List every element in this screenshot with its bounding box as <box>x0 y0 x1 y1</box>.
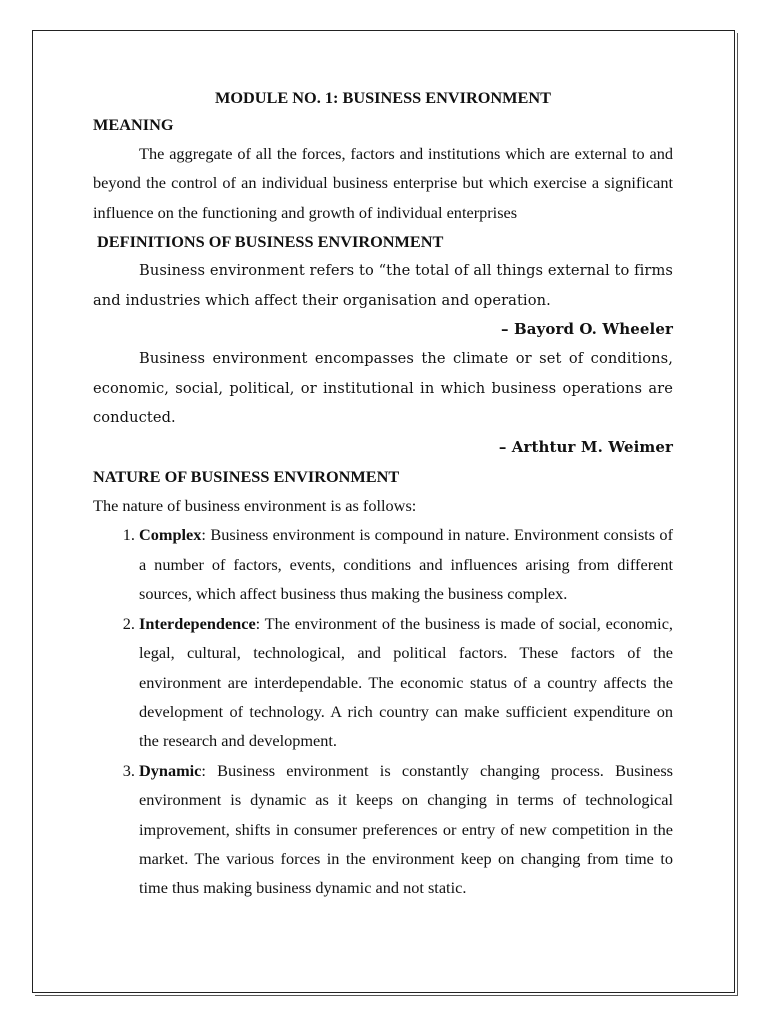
definition-2-author: – Arthtur M. Weimer <box>498 437 673 456</box>
meaning-paragraph: The aggregate of all the forces, factors and institutions which are external to and beyond the control of an individual business enterprise but which exercise a significant influence on the functioning and growth of individual enterprises <box>93 144 673 222</box>
list-item-term: Dynamic <box>139 760 202 780</box>
list-item-term: Interdependence <box>139 613 256 633</box>
list-item-text: : The environment of the business is made of social, economic, legal, cultural, technological, and political factors. These factors of the environment are interdependable. The economic status of a country affects the development of technology. A rich country can make sufficient expenditure on the research and development. <box>139 613 673 751</box>
list-item-text: : Business environment is compound in nature. Environment consists of a number of factors, events, conditions and influences arising from different sources, which affect business thus making the business complex. <box>139 525 673 604</box>
list-item-term: Complex <box>139 525 202 545</box>
document-body <box>93 86 673 903</box>
list-item <box>139 609 673 756</box>
definitions-heading: DEFINITIONS OF BUSINESS ENVIRONMENT <box>97 232 444 252</box>
definition-2-text: Business environment encompasses the climate or set of conditions, economic, social, political, or institutional in which business operations are conducted. <box>93 350 673 427</box>
nature-list <box>93 520 673 902</box>
meaning-heading: MEANING <box>93 115 174 134</box>
module-title: MODULE NO. 1: BUSINESS ENVIRONMENT <box>214 88 552 107</box>
nature-intro: The nature of business environment is as follows: <box>93 496 417 516</box>
list-item-text: : Business environment is constantly changing process. Business environment is dynamic as it keeps on changing in terms of technological improvement, shifts in consumer preferences or entry of new competition in the market. The various forces in the environment keep on changing from time to time thus making business dynamic and not static. <box>139 760 673 898</box>
definition-1-text: Business environment refers to “the total of all things external to firms and industries which affect their organisation and operation. <box>93 262 673 309</box>
nature-heading: NATURE OF BUSINESS ENVIRONMENT <box>93 467 400 487</box>
list-item <box>139 756 673 903</box>
definition-1-author: – Bayord O. Wheeler <box>501 320 673 339</box>
list-item <box>139 520 673 608</box>
